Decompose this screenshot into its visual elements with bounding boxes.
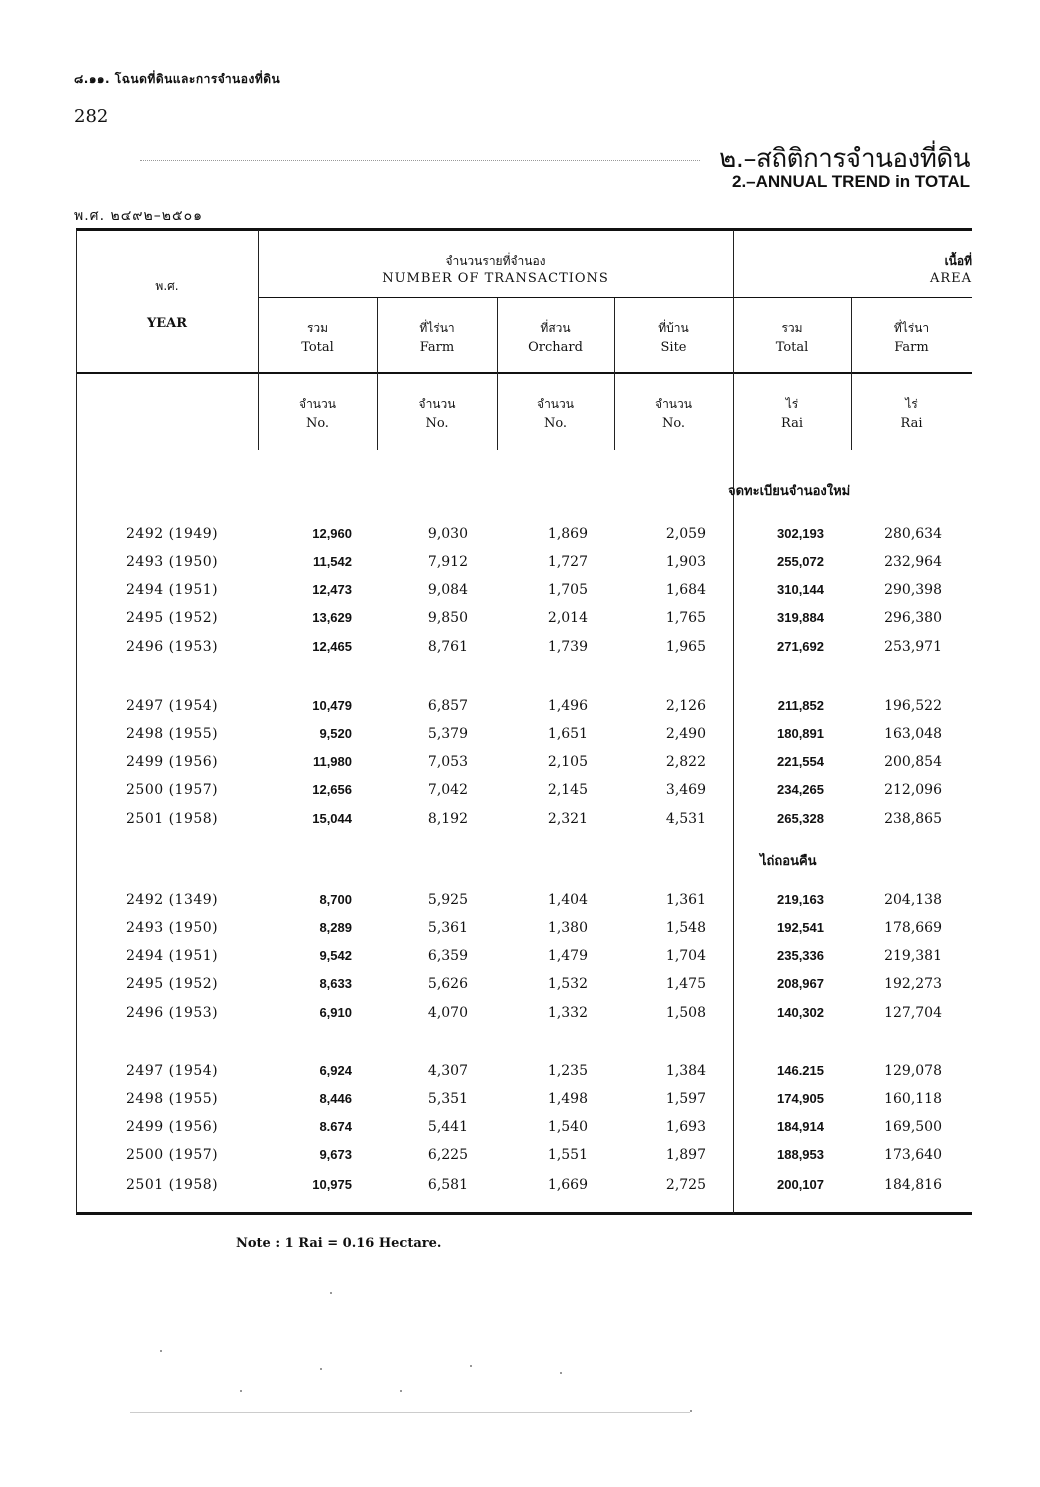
value-cell: 204,138 bbox=[884, 892, 942, 908]
table-row bbox=[76, 942, 972, 970]
value-cell: 169,500 bbox=[884, 1119, 942, 1135]
value-cell: 1,684 bbox=[665, 582, 706, 598]
table-title-thai: ๒.–สถิติการจำนองที่ดิน bbox=[719, 144, 970, 174]
dotted-guide-line bbox=[140, 160, 700, 161]
col-en: Farm bbox=[419, 340, 455, 355]
value-cell: 219,381 bbox=[884, 948, 942, 964]
unit-header bbox=[497, 394, 614, 434]
value-cell: 232,964 bbox=[884, 554, 942, 570]
table-row bbox=[76, 1057, 972, 1085]
year-header-thai: พ.ศ. bbox=[155, 279, 179, 293]
value-cell: 4,307 bbox=[427, 1063, 468, 1079]
value-cell: 9,542 bbox=[319, 948, 352, 963]
value-cell: 1,332 bbox=[547, 1005, 588, 1021]
value-cell: 163,048 bbox=[884, 726, 942, 742]
value-cell: 9,520 bbox=[319, 726, 352, 741]
table-row bbox=[76, 576, 972, 604]
year-header bbox=[76, 276, 258, 334]
value-cell: 192,541 bbox=[777, 920, 824, 935]
value-cell: 265,328 bbox=[777, 811, 824, 826]
value-cell: 1,897 bbox=[665, 1147, 706, 1163]
value-cell: 6,857 bbox=[427, 698, 468, 714]
table-row bbox=[76, 776, 972, 804]
value-cell: 2,145 bbox=[547, 782, 588, 798]
value-cell: 1,361 bbox=[665, 892, 706, 908]
scan-speck bbox=[330, 1292, 332, 1294]
col-en: Total bbox=[301, 340, 334, 355]
value-cell: 1,498 bbox=[547, 1091, 588, 1107]
table-row bbox=[76, 520, 972, 548]
year-cell: 2496 (1953) bbox=[126, 1005, 219, 1021]
value-cell: 2,725 bbox=[665, 1177, 706, 1193]
transactions-group-header bbox=[258, 252, 733, 288]
value-cell: 1,693 bbox=[665, 1119, 706, 1135]
column-header-total-transactions bbox=[258, 318, 377, 358]
value-cell: 255,072 bbox=[777, 554, 824, 569]
value-cell: 1,669 bbox=[547, 1177, 588, 1193]
value-cell: 10,975 bbox=[312, 1177, 352, 1192]
value-cell: 13,629 bbox=[312, 610, 352, 625]
value-cell: 11,980 bbox=[312, 754, 352, 769]
year-cell: 2500 (1957) bbox=[126, 782, 219, 798]
value-cell: 1,597 bbox=[665, 1091, 706, 1107]
value-cell: 188,953 bbox=[777, 1147, 824, 1162]
table-row bbox=[76, 748, 972, 776]
table-row bbox=[76, 1113, 972, 1141]
year-cell: 2493 (1950) bbox=[126, 554, 219, 570]
value-cell: 9,850 bbox=[427, 610, 468, 626]
value-cell: 200,854 bbox=[884, 754, 942, 770]
column-header-site-transactions bbox=[614, 318, 733, 358]
year-cell: 2501 (1958) bbox=[126, 1177, 219, 1193]
value-cell: 200,107 bbox=[777, 1177, 824, 1192]
value-cell: 280,634 bbox=[884, 526, 942, 542]
value-cell: 180,891 bbox=[777, 726, 824, 741]
value-cell: 8,289 bbox=[319, 920, 352, 935]
value-cell: 319,884 bbox=[777, 610, 824, 625]
value-cell: 221,554 bbox=[777, 754, 824, 769]
year-cell: 2494 (1951) bbox=[126, 582, 219, 598]
area-group-thai: เนื้อที่ bbox=[944, 254, 972, 268]
year-header-english: YEAR bbox=[146, 316, 188, 331]
table-row bbox=[76, 1141, 972, 1169]
year-cell: 2496 (1953) bbox=[126, 639, 219, 655]
page-number: 282 bbox=[74, 106, 109, 127]
value-cell: 4,070 bbox=[427, 1005, 468, 1021]
value-cell: 8,761 bbox=[427, 639, 468, 655]
value-cell: 271,692 bbox=[777, 639, 824, 654]
value-cell: 7,053 bbox=[427, 754, 468, 770]
unit-th: จำนวน bbox=[299, 397, 336, 411]
unit-en: Rai bbox=[781, 416, 803, 431]
year-cell: 2499 (1956) bbox=[126, 1119, 219, 1135]
value-cell: 1,869 bbox=[547, 526, 588, 542]
col-th: ที่ไร่นา bbox=[893, 321, 930, 335]
value-cell: 6,359 bbox=[427, 948, 468, 964]
unit-th: ไร่ bbox=[785, 397, 799, 411]
unit-header bbox=[733, 394, 851, 434]
unit-header bbox=[851, 394, 972, 434]
value-cell: 235,336 bbox=[777, 948, 824, 963]
table-row bbox=[76, 633, 972, 661]
col-th: รวม bbox=[306, 321, 329, 335]
value-cell: 127,704 bbox=[884, 1005, 942, 1021]
value-cell: 1,508 bbox=[665, 1005, 706, 1021]
value-cell: 1,380 bbox=[547, 920, 588, 936]
value-cell: 12,465 bbox=[312, 639, 352, 654]
value-cell: 15,044 bbox=[312, 811, 352, 826]
value-cell: 1,705 bbox=[547, 582, 588, 598]
value-cell: 296,380 bbox=[884, 610, 942, 626]
value-cell: 1,479 bbox=[547, 948, 588, 964]
col-en: Site bbox=[660, 340, 687, 355]
transactions-group-thai: จำนวนรายที่จำนอง bbox=[445, 254, 546, 268]
table-title-english: 2.–ANNUAL TREND in TOTAL bbox=[731, 172, 970, 191]
table-row bbox=[76, 604, 972, 632]
value-cell: 1,765 bbox=[665, 610, 706, 626]
header-bottom-rule bbox=[76, 372, 972, 374]
scan-speck bbox=[690, 1410, 692, 1412]
col-en: Farm bbox=[894, 340, 929, 355]
year-cell: 2495 (1952) bbox=[126, 610, 219, 626]
table-note: Note : 1 Rai = 0.16 Hectare. bbox=[236, 1236, 442, 1251]
value-cell: 5,361 bbox=[427, 920, 468, 936]
year-cell: 2499 (1956) bbox=[126, 754, 219, 770]
year-cell: 2492 (1349) bbox=[126, 892, 219, 908]
value-cell: 8,192 bbox=[427, 811, 468, 827]
value-cell: 1,384 bbox=[665, 1063, 706, 1079]
value-cell: 7,042 bbox=[427, 782, 468, 798]
unit-th: ไร่ bbox=[905, 397, 918, 411]
year-cell: 2501 (1958) bbox=[126, 811, 219, 827]
table-row bbox=[76, 1085, 972, 1113]
year-cell: 2497 (1954) bbox=[126, 698, 219, 714]
column-header-farm-area bbox=[851, 318, 972, 358]
section-label-new-mortgages: จดทะเบียนจำนองใหม่ bbox=[728, 484, 851, 499]
scan-speck bbox=[470, 1365, 472, 1367]
value-cell: 234,265 bbox=[777, 782, 824, 797]
value-cell: 6,910 bbox=[319, 1005, 352, 1020]
unit-en: No. bbox=[425, 416, 449, 431]
col-th: ที่ไร่นา bbox=[419, 321, 455, 335]
value-cell: 10,479 bbox=[312, 698, 352, 713]
value-cell: 211,852 bbox=[777, 698, 824, 713]
value-cell: 3,469 bbox=[665, 782, 706, 798]
value-cell: 2,822 bbox=[665, 754, 706, 770]
unit-th: จำนวน bbox=[655, 397, 692, 411]
value-cell: 253,971 bbox=[884, 639, 942, 655]
value-cell: 2,059 bbox=[665, 526, 706, 542]
value-cell: 1,540 bbox=[547, 1119, 588, 1135]
unit-en: No. bbox=[543, 416, 568, 431]
value-cell: 160,118 bbox=[884, 1091, 942, 1107]
transactions-group-english: NUMBER OF TRANSACTIONS bbox=[382, 271, 609, 286]
year-cell: 2492 (1949) bbox=[126, 526, 219, 542]
value-cell: 184,914 bbox=[777, 1119, 824, 1134]
group-divider-rule bbox=[258, 297, 972, 298]
value-cell: 5,351 bbox=[427, 1091, 468, 1107]
value-cell: 1,475 bbox=[665, 976, 706, 992]
table-row bbox=[76, 1171, 972, 1199]
value-cell: 9,084 bbox=[427, 582, 468, 598]
value-cell: 238,865 bbox=[884, 811, 942, 827]
area-group-english: AREA bbox=[929, 271, 972, 286]
column-header-orchard-transactions bbox=[497, 318, 614, 358]
unit-header bbox=[377, 394, 497, 434]
scan-speck bbox=[320, 1368, 322, 1370]
scan-speck bbox=[400, 1390, 402, 1392]
value-cell: 173,640 bbox=[884, 1147, 942, 1163]
unit-header bbox=[258, 394, 377, 434]
value-cell: 1,496 bbox=[547, 698, 588, 714]
value-cell: 1,235 bbox=[547, 1063, 588, 1079]
value-cell: 140,302 bbox=[777, 1005, 824, 1020]
column-header-farm-transactions bbox=[377, 318, 497, 358]
value-cell: 178,669 bbox=[884, 920, 942, 936]
value-cell: 2,014 bbox=[547, 610, 588, 626]
year-cell: 2497 (1954) bbox=[126, 1063, 219, 1079]
col-th: รวม bbox=[781, 321, 803, 335]
table-row bbox=[76, 720, 972, 748]
value-cell: 310,144 bbox=[777, 582, 824, 597]
unit-en: No. bbox=[305, 416, 330, 431]
column-header-total-area bbox=[733, 318, 851, 358]
unit-en: Rai bbox=[900, 416, 923, 431]
value-cell: 11,542 bbox=[312, 554, 352, 569]
year-cell: 2493 (1950) bbox=[126, 920, 219, 936]
scan-speck bbox=[160, 1350, 162, 1352]
value-cell: 184,816 bbox=[884, 1177, 942, 1193]
unit-th: จำนวน bbox=[418, 397, 456, 411]
year-cell: 2494 (1951) bbox=[126, 948, 219, 964]
value-cell: 9,030 bbox=[427, 526, 468, 542]
table-row bbox=[76, 805, 972, 833]
col-th: ที่สวน bbox=[540, 321, 571, 335]
value-cell: 1,404 bbox=[547, 892, 588, 908]
value-cell: 8.674 bbox=[319, 1119, 352, 1134]
year-cell: 2498 (1955) bbox=[126, 726, 219, 742]
value-cell: 1,965 bbox=[665, 639, 706, 655]
year-cell: 2495 (1952) bbox=[126, 976, 219, 992]
value-cell: 2,105 bbox=[547, 754, 588, 770]
value-cell: 5,925 bbox=[427, 892, 468, 908]
value-cell: 4,531 bbox=[665, 811, 706, 827]
year-cell: 2498 (1955) bbox=[126, 1091, 219, 1107]
value-cell: 1,704 bbox=[665, 948, 706, 964]
faint-scan-line bbox=[130, 1412, 690, 1413]
table-row bbox=[76, 886, 972, 914]
value-cell: 6,581 bbox=[427, 1177, 468, 1193]
table-row bbox=[76, 914, 972, 942]
section-label-redemptions: ไถ่ถอนคืน bbox=[760, 854, 817, 869]
value-cell: 5,626 bbox=[427, 976, 468, 992]
value-cell: 1,739 bbox=[547, 639, 588, 655]
value-cell: 7,912 bbox=[427, 554, 468, 570]
value-cell: 196,522 bbox=[884, 698, 942, 714]
table-row bbox=[76, 970, 972, 998]
value-cell: 2,490 bbox=[665, 726, 706, 742]
value-cell: 290,398 bbox=[884, 582, 942, 598]
scan-speck bbox=[560, 1372, 562, 1374]
running-head: ๘.๑๑. โฉนดที่ดินและการจำนองที่ดิน bbox=[74, 72, 281, 86]
scan-speck bbox=[240, 1390, 242, 1392]
value-cell: 1,551 bbox=[547, 1147, 588, 1163]
value-cell: 6,924 bbox=[319, 1063, 352, 1078]
value-cell: 5,379 bbox=[427, 726, 468, 742]
value-cell: 1,903 bbox=[665, 554, 706, 570]
col-en: Orchard bbox=[528, 340, 583, 355]
value-cell: 6,225 bbox=[427, 1147, 468, 1163]
period-label: พ.ศ. ๒๔๙๒–๒๕๐๑ bbox=[74, 208, 204, 224]
value-cell: 8,446 bbox=[319, 1091, 352, 1106]
table-top-rule bbox=[76, 228, 972, 231]
value-cell: 219,163 bbox=[777, 892, 824, 907]
value-cell: 9,673 bbox=[319, 1147, 352, 1162]
value-cell: 129,078 bbox=[884, 1063, 942, 1079]
value-cell: 146.215 bbox=[777, 1063, 824, 1078]
value-cell: 8,700 bbox=[319, 892, 352, 907]
value-cell: 302,193 bbox=[777, 526, 824, 541]
unit-th: จำนวน bbox=[537, 397, 574, 411]
value-cell: 1,548 bbox=[665, 920, 706, 936]
value-cell: 212,096 bbox=[884, 782, 942, 798]
value-cell: 12,960 bbox=[312, 526, 352, 541]
value-cell: 12,473 bbox=[312, 582, 352, 597]
col-th: ที่บ้าน bbox=[658, 321, 689, 335]
unit-header bbox=[614, 394, 733, 434]
unit-en: No. bbox=[661, 416, 686, 431]
value-cell: 1,532 bbox=[547, 976, 588, 992]
table-row bbox=[76, 692, 972, 720]
table-bottom-rule bbox=[76, 1212, 972, 1215]
value-cell: 192,273 bbox=[884, 976, 942, 992]
value-cell: 1,727 bbox=[547, 554, 588, 570]
table-row bbox=[76, 999, 972, 1027]
value-cell: 1,651 bbox=[547, 726, 588, 742]
col-en: Total bbox=[775, 340, 809, 355]
year-cell: 2500 (1957) bbox=[126, 1147, 219, 1163]
value-cell: 5,441 bbox=[427, 1119, 468, 1135]
area-group-header bbox=[733, 252, 972, 288]
table-row bbox=[76, 548, 972, 576]
value-cell: 2,126 bbox=[665, 698, 706, 714]
value-cell: 208,967 bbox=[777, 976, 824, 991]
value-cell: 174,905 bbox=[777, 1091, 824, 1106]
value-cell: 2,321 bbox=[547, 811, 588, 827]
value-cell: 12,656 bbox=[312, 782, 352, 797]
value-cell: 8,633 bbox=[319, 976, 352, 991]
